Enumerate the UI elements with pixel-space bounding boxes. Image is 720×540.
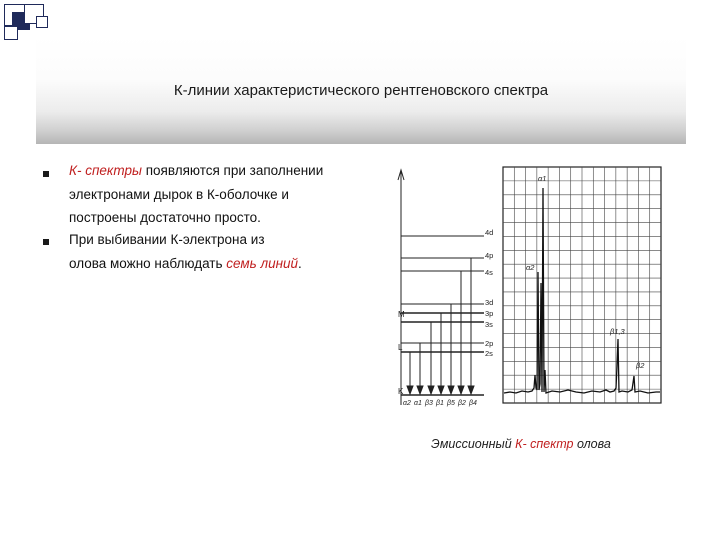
level-label-2p: 2p [485, 339, 494, 348]
shell-label-K: K [398, 387, 404, 396]
shell-label-M: M [398, 310, 405, 319]
level-label-4p: 4p [485, 251, 494, 260]
bullet-2-line-1: При выбивании К-электрона из [69, 232, 265, 247]
shell-label-L: L [398, 343, 403, 352]
bullet-1-line-2: электронами дырок в К-оболочке и [69, 187, 289, 202]
line-label-7: β4 [469, 400, 477, 407]
line-label-2: α1 [414, 400, 422, 407]
level-label-4s: 4s [485, 268, 493, 277]
energy-levels [401, 236, 484, 395]
line-label-4: β1 [436, 400, 444, 407]
caption-end: олова [573, 437, 611, 451]
level-label-4d: 4d [485, 228, 494, 237]
line-label-1: α2 [403, 400, 411, 407]
peak-label-alpha1: α1 [538, 174, 547, 183]
line-label-5: β5 [447, 400, 455, 407]
transition-labels [403, 400, 477, 407]
level-label-3d: 3d [485, 298, 494, 307]
line-label-6: β2 [458, 400, 466, 407]
level-label-3p: 3p [485, 309, 494, 318]
slide-title: К-линии характеристического рентгеновского спектра [173, 82, 549, 99]
caption-red-term: К- спектр [515, 437, 574, 451]
energy-axis [398, 170, 404, 405]
caption-start: Эмиссионный [431, 437, 516, 451]
bullet-2-line-2-end: . [298, 256, 302, 271]
level-label-3s: 3s [485, 320, 493, 329]
bullet-1-italic-term: К- спектры [69, 163, 142, 178]
bullet-2-red-term: семь линий [226, 256, 299, 271]
line-label-3: β3 [425, 400, 433, 407]
peak-label-alpha2: α2 [526, 263, 535, 272]
level-labels [485, 228, 493, 358]
figure-caption [431, 437, 611, 451]
peak-label-beta2: β2 [636, 361, 645, 370]
transition-arrows [407, 258, 474, 394]
level-label-2s: 2s [485, 349, 493, 358]
bullet-1-line-3: построены достаточно просто. [69, 210, 261, 225]
bullet-1-line-1-rest: появляются при заполнении [141, 163, 324, 178]
bullet-2-line-2-start: олова можно наблюдать [69, 256, 227, 271]
peak-label-beta13: β1,3 [610, 327, 625, 336]
